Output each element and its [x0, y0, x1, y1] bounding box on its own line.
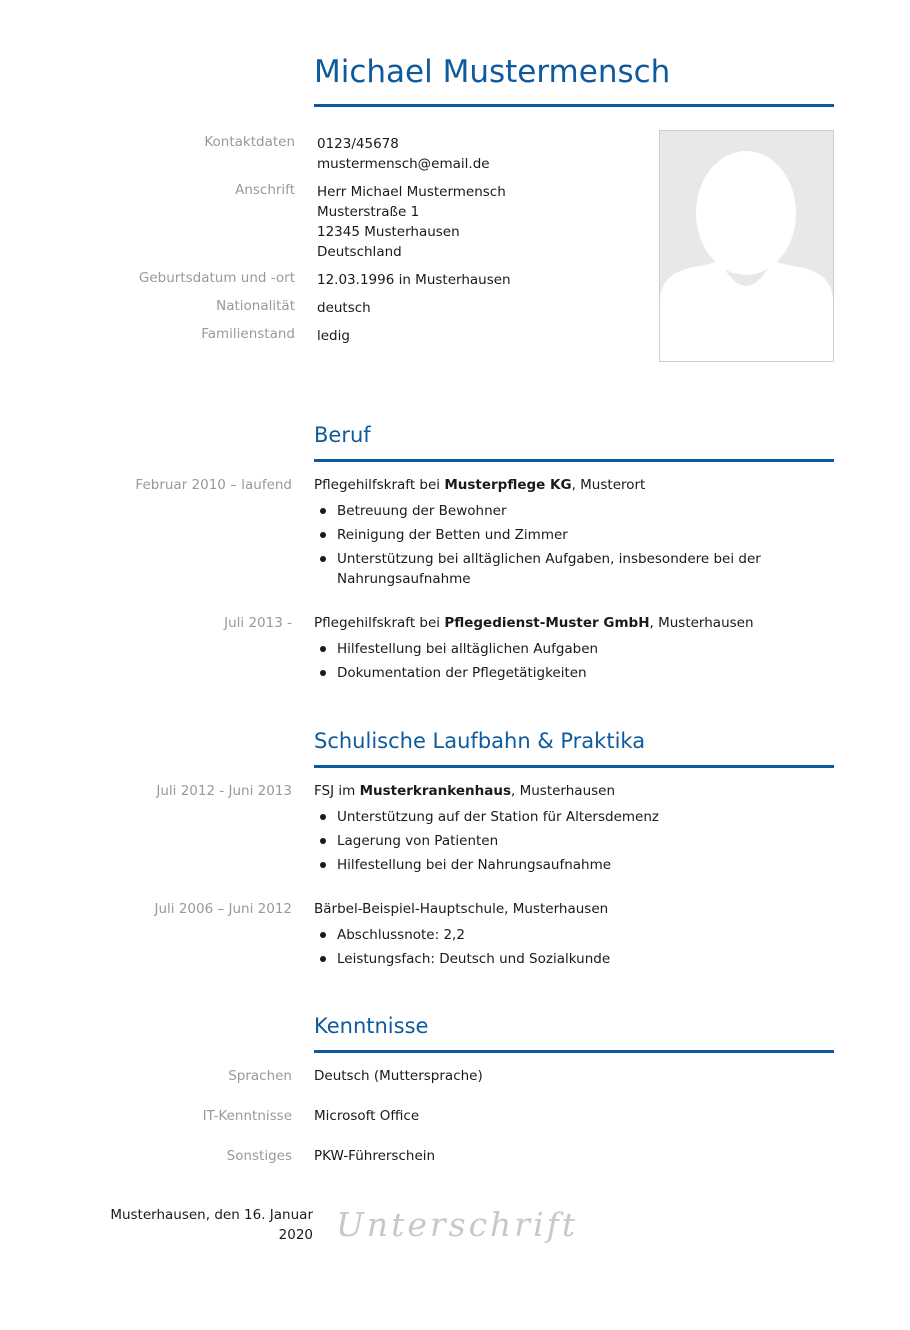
nationality-label: Nationalität: [216, 298, 295, 314]
birth-value: 12.03.1996 in Musterhausen: [317, 272, 511, 288]
job-entry-bullets: [314, 501, 784, 593]
name-divider: [314, 104, 834, 107]
list-item: Hilfestellung bei alltäglichen Aufgaben: [314, 639, 784, 659]
skills-label-it: IT-Kenntnisse: [202, 1108, 292, 1124]
nationality-value: deutsch: [317, 300, 371, 316]
school-entry-date: Juli 2012 - Juni 2013: [156, 783, 292, 799]
skills-value-it: Microsoft Office: [314, 1108, 420, 1124]
cv-name-heading: Michael Mustermensch: [314, 54, 671, 90]
school-entry-date: Juli 2006 – Juni 2012: [154, 901, 292, 917]
school-entry-title: FSJ im Musterkrankenhaus, Musterhausen: [314, 783, 616, 799]
section-title-school: Schulische Laufbahn & Praktika: [314, 729, 646, 753]
marital-status-value: ledig: [317, 328, 350, 344]
school-entry-bullets: [314, 807, 784, 879]
skills-label-languages: Sprachen: [228, 1068, 292, 1084]
person-silhouette-icon: [660, 131, 833, 361]
list-item: Hilfestellung bei der Nahrungsaufnahme: [314, 855, 784, 875]
place-date-line: 2020: [278, 1227, 313, 1243]
phone-value: 0123/45678: [317, 136, 399, 152]
job-entry-date: Juli 2013 -: [224, 615, 292, 631]
address-label: Anschrift: [235, 182, 295, 198]
list-item: Betreuung der Bewohner: [314, 501, 784, 521]
section-title-skills: Kenntnisse: [314, 1014, 429, 1038]
address-line: Deutschland: [317, 244, 402, 260]
contact-label: Kontaktdaten: [204, 134, 295, 150]
signature: Unterschrift: [336, 1205, 579, 1244]
section-title-job: Beruf: [314, 423, 371, 447]
address-line: Herr Michael Mustermensch: [317, 184, 506, 200]
list-item: Unterstützung auf der Station für Altersdemenz: [314, 807, 784, 827]
birth-label: Geburtsdatum und -ort: [138, 270, 295, 286]
job-entry-title: Pflegehilfskraft bei Pflegedienst-Muster GmbH, Musterhausen: [314, 615, 754, 631]
school-entry-title: Bärbel-Beispiel-Hauptschule, Musterhausen: [314, 901, 609, 917]
list-item: Reinigung der Betten und Zimmer: [314, 525, 784, 545]
section-divider: [314, 765, 834, 768]
skills-value-languages: Deutsch (Muttersprache): [314, 1068, 483, 1084]
list-item: Abschlussnote: 2,2: [314, 925, 784, 945]
address-line: 12345 Musterhausen: [317, 224, 460, 240]
school-entry-bullets: [314, 925, 784, 973]
address-line: Musterstraße 1: [317, 204, 420, 220]
skills-label-other: Sonstiges: [226, 1148, 292, 1164]
section-divider: [314, 1050, 834, 1053]
list-item: Unterstützung bei alltäglichen Aufgaben, insbesondere bei der Nahrungsaufnahme: [314, 549, 784, 589]
skills-value-other: PKW-Führerschein: [314, 1148, 436, 1164]
section-divider: [314, 459, 834, 462]
marital-status-label: Familienstand: [201, 326, 295, 342]
job-entry-title: Pflegehilfskraft bei Musterpflege KG, Musterort: [314, 477, 646, 493]
job-entry-bullets: [314, 639, 784, 687]
profile-photo: [659, 130, 834, 362]
email-value: mustermensch@email.de: [317, 156, 490, 172]
list-item: Leistungsfach: Deutsch und Sozialkunde: [314, 949, 784, 969]
list-item: Lagerung von Patienten: [314, 831, 784, 851]
place-and-date: [100, 1205, 313, 1245]
job-entry-date: Februar 2010 – laufend: [135, 477, 292, 493]
list-item: Dokumentation der Pflegetätigkeiten: [314, 663, 784, 683]
place-date-line: Musterhausen, den 16. Januar: [110, 1207, 313, 1223]
